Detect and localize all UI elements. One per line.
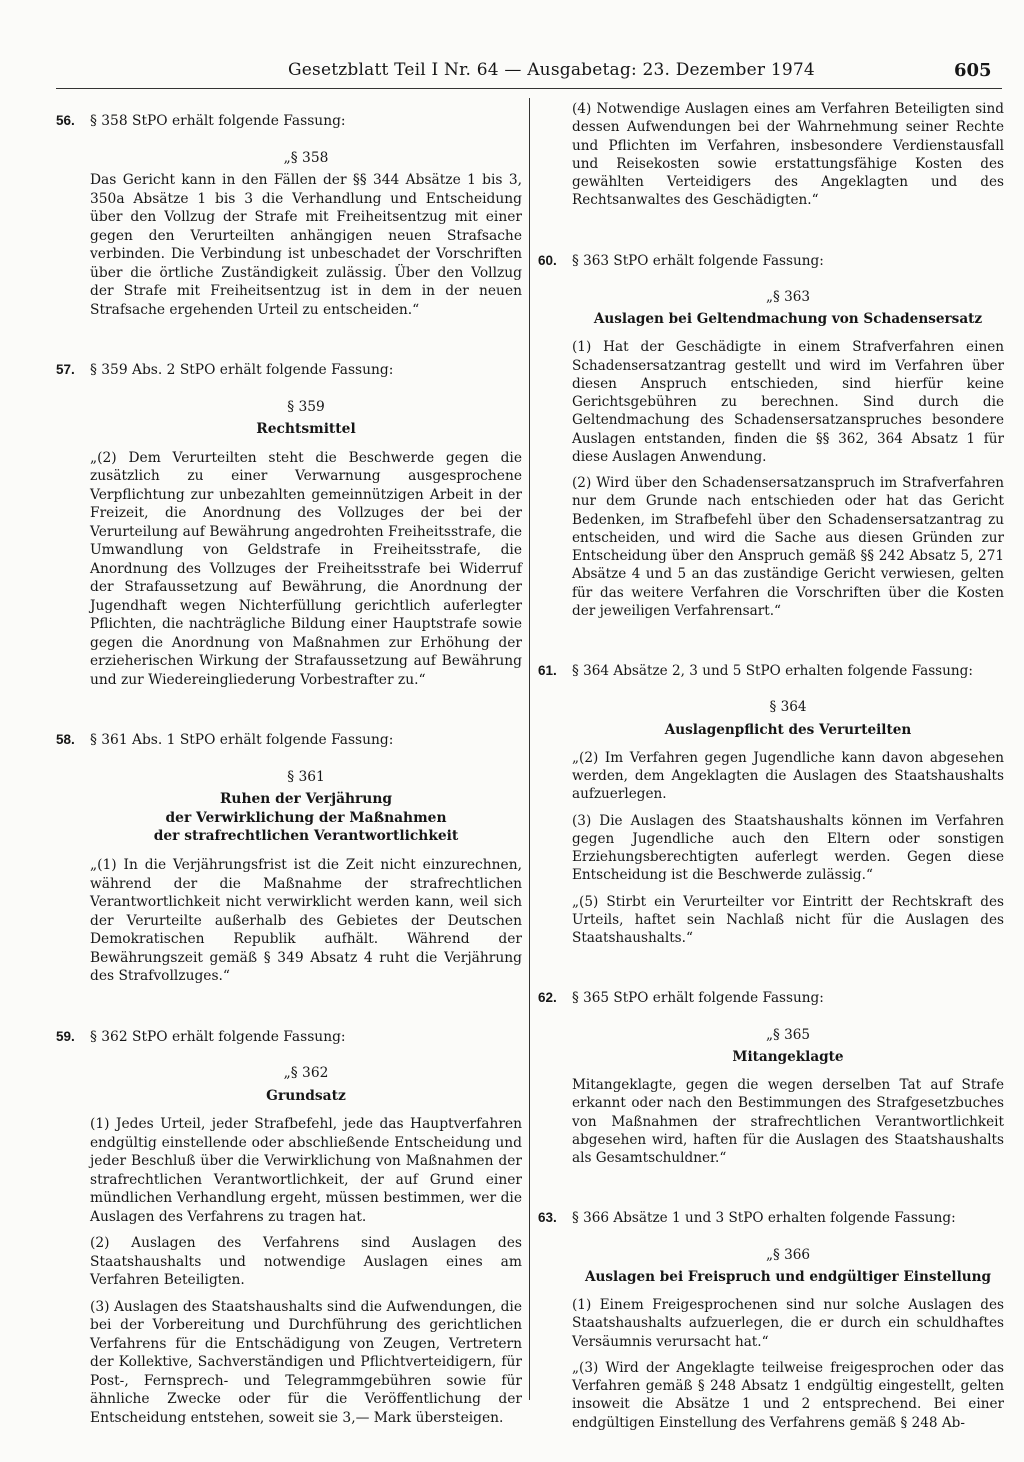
- paragraph: (2) Auslagen des Verfahrens sind Auslagen des Staatshaushalts und notwendige Auslagen eines am Verfahren Beteiligten.: [90, 1235, 522, 1289]
- paragraph: „(5) Stirbt ein Verurteilter vor Eintritt der Rechtskraft des Urteils, haftet sein Nachlaß nicht für die Auslagen des Staatshaushalts.“: [572, 893, 1004, 946]
- left-column: [56, 100, 522, 1435]
- section-number: „§ 362: [283, 1065, 329, 1082]
- item-number: 62.: [538, 990, 557, 1006]
- item-intro: § 361 Abs. 1 StPO erhält folgende Fassung:: [90, 732, 394, 749]
- page-header: [0, 54, 1024, 88]
- section-heading: Grundsatz: [266, 1087, 346, 1104]
- item-59-continued: [538, 100, 1004, 210]
- section-number: „§ 365: [765, 1026, 811, 1043]
- item-60: [538, 252, 1004, 621]
- paragraph: „(2) Im Verfahren gegen Jugendliche kann davon abgesehen werden, dem Angeklagten die Auslagen des Staatshaushalts aufzuerlegen.: [572, 749, 1004, 803]
- paragraph: „(2) Dem Verurteilten steht die Beschwerde gegen die zusätzlich zu einer Verwarnung ausgesprochene Verpflichtung zur unbezahlten gemeinnützigen Arbeit in der Freizeit, die Anordnung des Vollzuges der bei der Verurteilung auf Bewährung angedrohten Freiheitsstrafe, die Umwandlung von Geldstrafe in Freiheitsstrafe, die Anordnung des Vollzuges der Freiheitsstrafe bei Widerruf der Strafaussetzung auf Bewährung, die Anordnung der Jugendhaft wegen Nichterfüllung gerichtlich auferlegter Pflichten, die nachträgliche Bildung einer Hauptstrafe sowie gegen die Anordnung von Maßnahmen zur Erhöhung der erzieherischen Wirkung der Strafaussetzung auf Bewährung und zur Wiedereingliederung Vorbestrafter zu.“: [90, 449, 522, 688]
- paragraph: (4) Notwendige Auslagen eines am Verfahren Beteiligten sind dessen Aufwendungen bei der Wahrnehmung seiner Rechte und Pflichten im Verfahren, insbesondere Verdienstausfall und Reisekosten sowie erstattungsfähige Kosten des gewählten Verteidigers des Angeklagten und des Rechtsanwaltes des Geschädigten.“: [572, 101, 1004, 209]
- section-number: „§ 366: [765, 1246, 811, 1263]
- section-number: § 364: [769, 699, 807, 716]
- section-heading: Auslagen bei Geltendmachung von Schadensersatz: [593, 311, 983, 327]
- paragraph: (1) Jedes Urteil, jeder Strafbefehl, jede das Hauptverfahren endgültig einstellende oder abschließende Entscheidung und jeder Beschluß über die Verwirklichung von Maßnahmen der strafrechtlichen Verantwortlichkeit, der auf Grund einer mündlichen Verhandlung ergeht, müssen bestimmen, wer die Auslagen des Verfahrens zu tragen hat.: [90, 1116, 522, 1225]
- paragraph: (1) Einem Freigesprochenen sind nur solche Auslagen des Staatshaushalts aufzuerlegen, die er durch ein schuldhaftes Versäumnis verursacht hat.“: [572, 1297, 1004, 1350]
- section-heading: Auslagenpflicht des Verurteilten: [664, 721, 912, 738]
- paragraph: (3) Die Auslagen des Staatshaushalts können im Verfahren gegen Jugendliche auch den Eltern oder sonstigen Erziehungsberechtigten auferlegt werden. Gegen diese Entscheidung ist die Beschwerde zulässig.“: [572, 812, 1004, 884]
- item-intro: § 366 Absätze 1 und 3 StPO erhalten folgende Fassung:: [572, 1210, 956, 1227]
- section-number: § 359: [287, 398, 325, 415]
- paragraph: (1) Hat der Geschädigte in einem Strafverfahren einen Schadensersatzantrag gestellt und wird im Verfahren über diesen Anspruch entschieden, sind hierfür keine Gerichtsgebühren zu berechnen. Sind durch die Geltendmachung des Schadensersatzanspruches besondere Auslagen entstanden, finden die §§ 362, 364 Absatz 1 für diese Auslagen Anwendung.: [572, 339, 1004, 465]
- item-intro: § 358 StPO erhält folgende Fassung:: [90, 113, 346, 129]
- paragraph: (3) Auslagen des Staatshaushalts sind die Aufwendungen, die bei der Vorbereitung und Durchführung des gerichtlichen Verfahrens für die Entschädigung von Zeugen, Vertretern der Kollektive, Sachverständigen und Pflichtverteidigern, für Post-, Fernsprech- und Telegrammgebühren sowie für ähnliche Zwecke oder für die Veröffentlichung der Entscheidung entstehen, soweit sie 3,— Mark übersteigen.: [90, 1298, 522, 1426]
- section-number: „§ 358: [283, 149, 329, 166]
- page-number: 605: [954, 60, 992, 81]
- item-intro: § 362 StPO erhält folgende Fassung:: [90, 1028, 346, 1045]
- paragraph: „(3) Wird der Angeklagte teilweise freigesprochen oder das Verfahren gemäß § 248 Absatz 1 endgültig eingestellt, gelten insoweit die Absätze 1 und 2 entsprechend. Bei einer endgültigen Einstellung des Verfahrens gemäß § 248 Ab-: [572, 1359, 1004, 1431]
- item-number: 63.: [538, 1210, 557, 1226]
- section-heading: Auslagen bei Freispruch und endgültiger Einstellung: [584, 1268, 992, 1285]
- item-intro: § 364 Absätze 2, 3 und 5 StPO erhalten folgende Fassung:: [572, 663, 973, 679]
- item-number: 60.: [538, 252, 557, 268]
- paragraph: (2) Wird über den Schadensersatzanspruch im Strafverfahren nur dem Grunde nach entschieden oder hat das Gericht Bedenken, im Strafbefehl über den Schadensersatzantrag zu entscheiden, und wird die Sache aus diesen Gründen zur Entscheidung über den Anspruch gemäß §§ 242 Absatz 5, 271 Absätze 4 und 5 an das zuständige Gericht verwiesen, gelten für das weitere Verfahren die Vorschriften über die Kosten der jeweiligen Verfahrensart.“: [572, 475, 1004, 619]
- item-number: 59.: [56, 1028, 75, 1044]
- header-rule: [56, 88, 1002, 89]
- item-57: [56, 361, 522, 689]
- item-number: 61.: [538, 663, 557, 678]
- section-heading: Rechtsmittel: [256, 421, 356, 438]
- paragraph: Das Gericht kann in den Fällen der §§ 344 Absätze 1 bis 3, 350a Absätze 1 bis 3 die Verhandlung und Entscheidung über den Vollzug der Strafe mit Freiheitsentzug mit einer gegen den Verurteilten anhängigen neuen Strafsache verbinden. Die Verbindung ist unbeschadet der Vorschriften über die örtliche Zuständigkeit zulässig. Über den Vollzug der Strafe mit Freiheitsentzug ist in dem in der neuen Strafsache ergehenden Urteil zu entscheiden.“: [90, 172, 522, 318]
- item-58: [56, 731, 522, 985]
- header-title: Gesetzblatt Teil I Nr. 64 — Ausgabetag: 23. Dezember 1974: [288, 60, 815, 80]
- paragraph: „(1) In die Verjährungsfrist ist die Zeit nicht einzurechnen, während der die Maßnahme der strafrechtlichen Verantwortlichkeit nicht verwirklicht werden kann, weil sich der Verurteilte außerhalb des Gebietes der Deutschen Demokratischen Republik aufhält. Während der Bewährungszeit gemäß § 349 Absatz 4 ruht die Verjährung des Strafvollzuges.“: [90, 856, 522, 985]
- item-61: [538, 662, 1004, 947]
- paragraph: Mitangeklagte, gegen die wegen derselben Tat auf Strafe erkannt oder nach den Bestimmungen des Strafgesetzbuches von Maßnahmen der strafrechtlichen Verantwortlichkeit abgesehen wird, haften für die Auslagen des Staatshaushalts als Gesamtschuldner.“: [572, 1077, 1004, 1166]
- item-intro: § 363 StPO erhält folgende Fassung:: [572, 252, 824, 269]
- section-number: „§ 363: [765, 288, 811, 305]
- item-intro: § 365 StPO erhält folgende Fassung:: [572, 990, 824, 1007]
- column-divider: [529, 98, 530, 1400]
- item-59: [56, 1028, 522, 1428]
- item-number: 58.: [56, 732, 75, 748]
- item-56: [56, 112, 522, 319]
- section-number: § 361: [287, 768, 325, 785]
- item-62: [538, 989, 1004, 1167]
- item-intro: § 359 Abs. 2 StPO erhält folgende Fassung:: [90, 362, 394, 379]
- section-heading: Ruhen der Verjährung der Verwirklichung der Maßnahmen der strafrechtlichen Verantwortlichkeit: [153, 791, 459, 845]
- item-number: 57.: [56, 362, 75, 378]
- section-heading: Mitangeklagte: [732, 1048, 844, 1065]
- item-number: 56.: [56, 113, 75, 128]
- item-63: [538, 1209, 1004, 1432]
- right-column: [538, 100, 1004, 1440]
